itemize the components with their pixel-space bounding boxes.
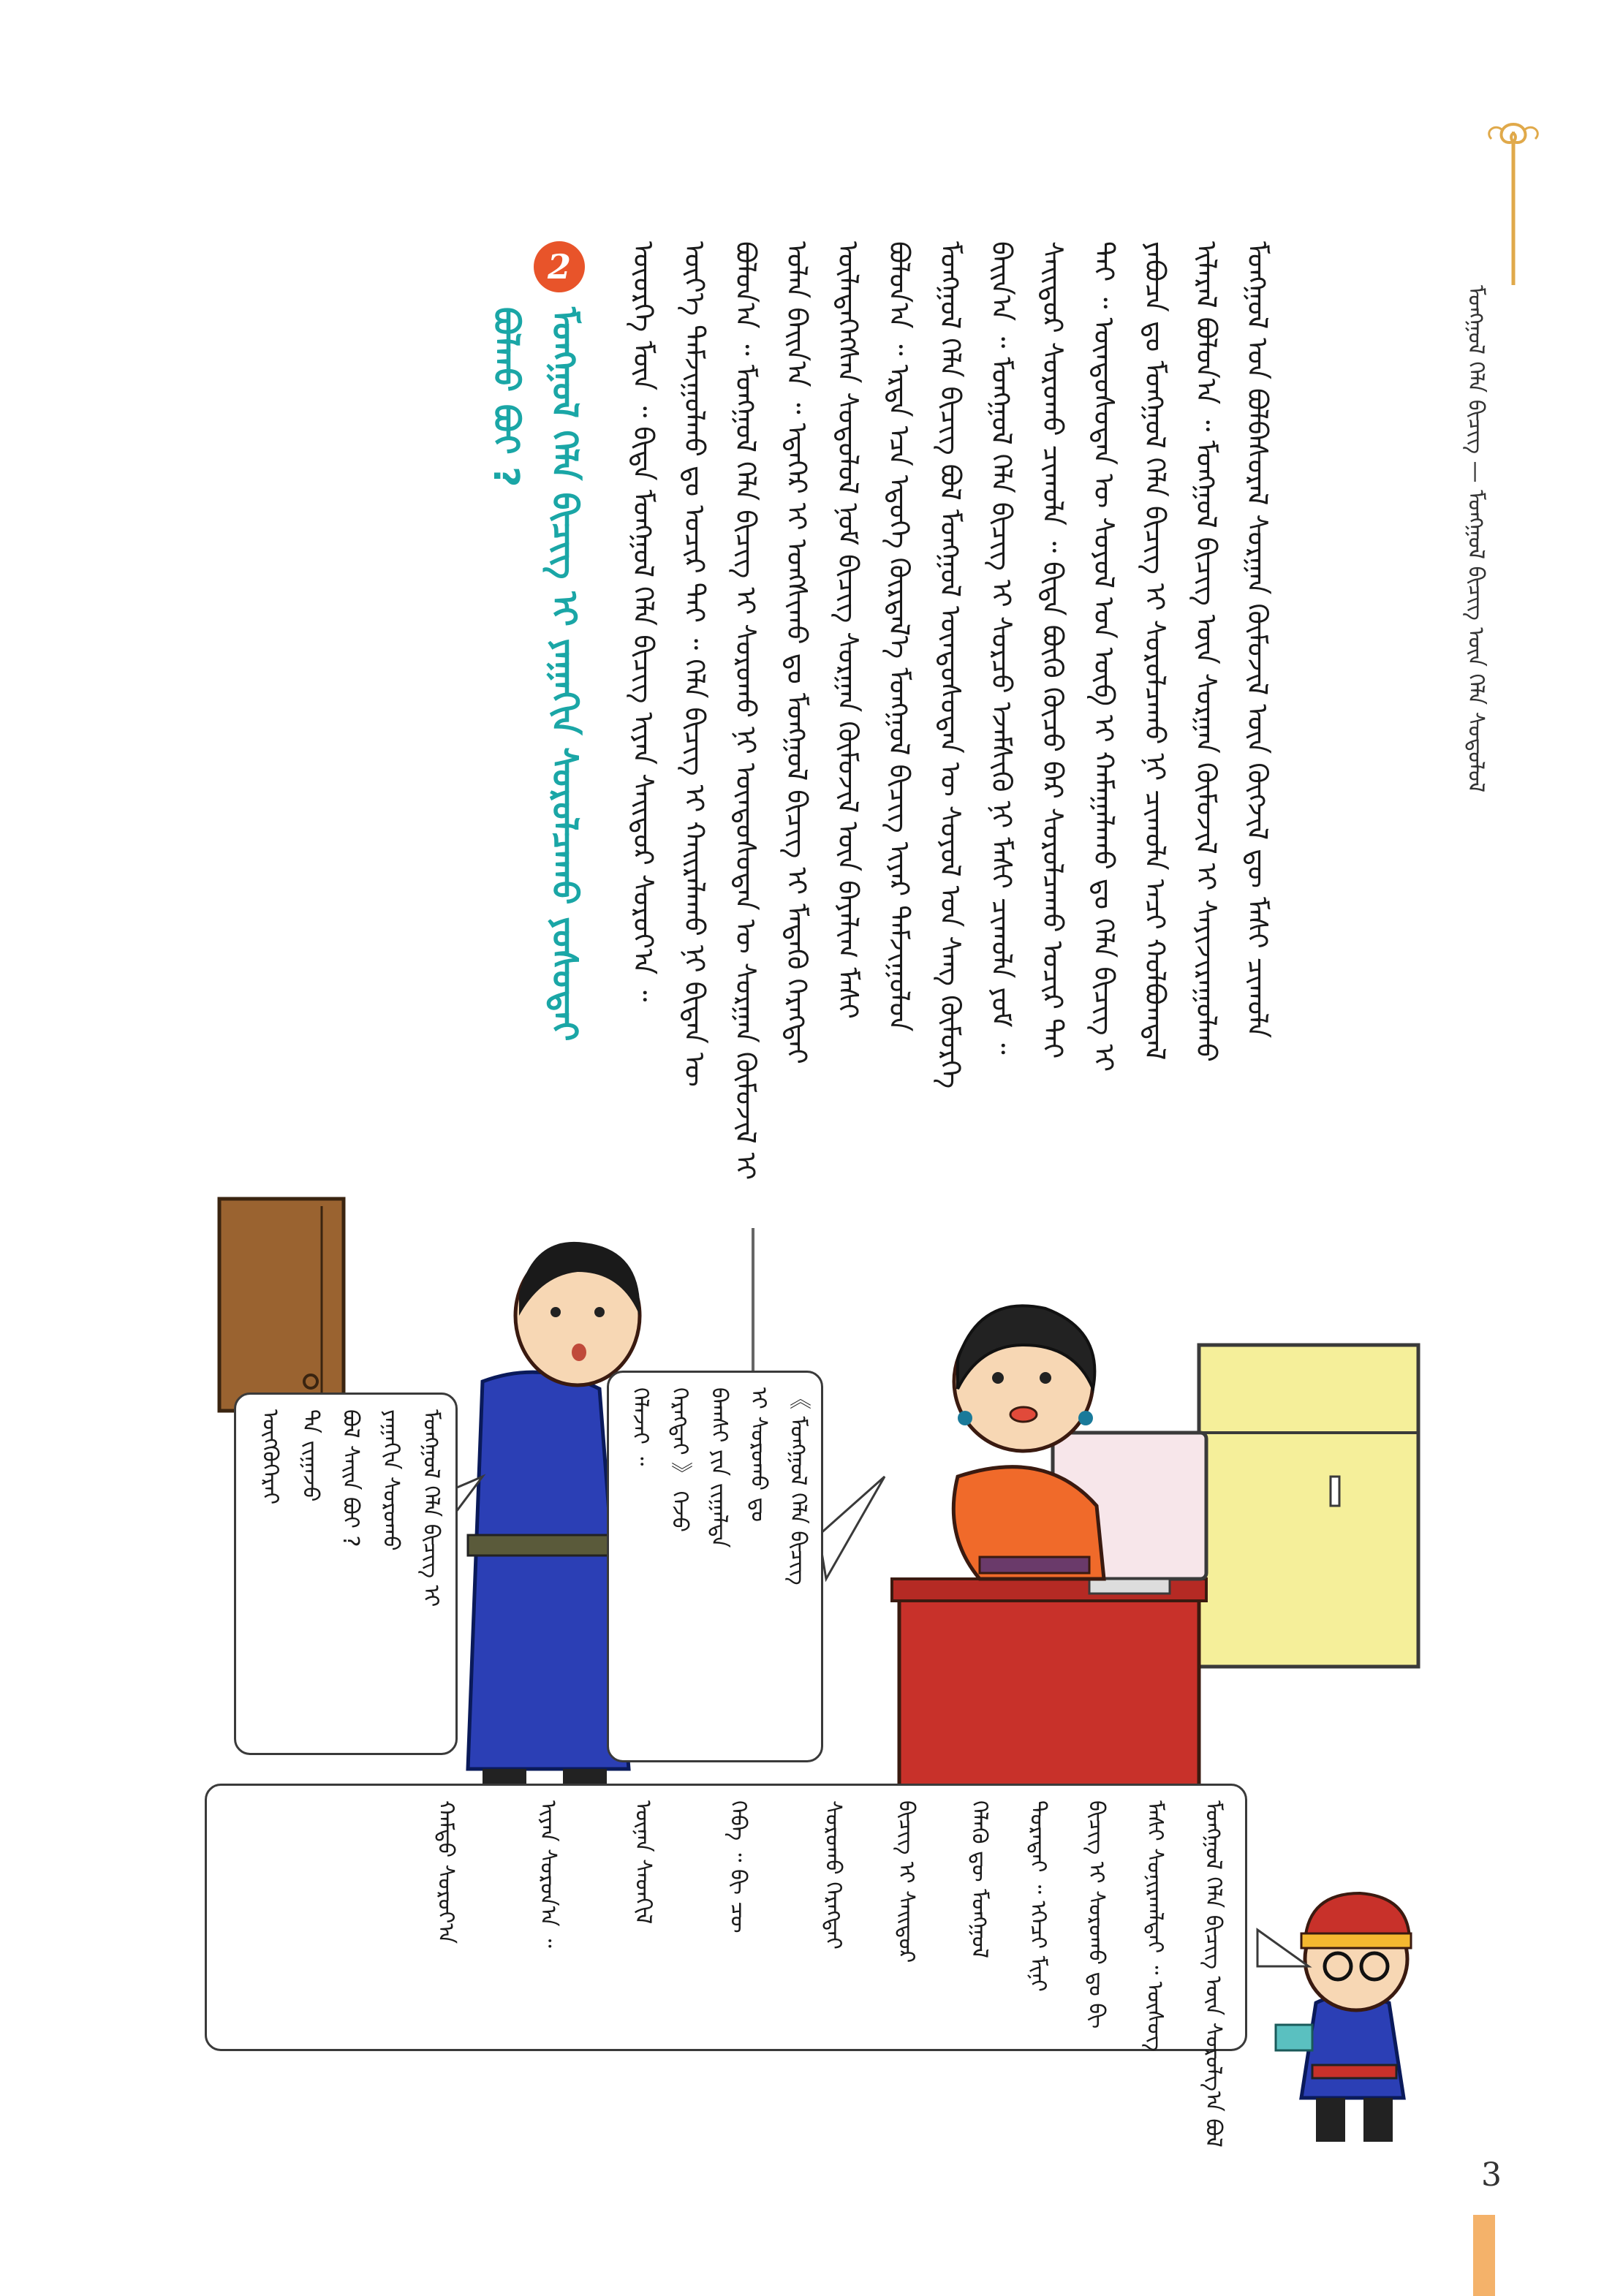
man-bubble-line-4: ᠲᠠ ᠵᠢᠭᠠᠵᠦ	[298, 1409, 323, 1502]
boy-bubble-line-2: ᠮᠠᠰᠢ ᠰᠣᠨᠢᠷᠬᠠᠯᠲᠠᠢ ᠃ ᠦᠰᠦᠭ	[1142, 1800, 1168, 2052]
boy-bubble-line-11: ᠬᠠᠮᠲᠤ ᠰᠤᠷᠤᠶ᠎ᠠ	[433, 1800, 458, 1944]
boy-bubble-line-1: ᠮᠣᠩᠭᠣᠯ ᠬᠡᠯᠡ ᠪᠢᠴᠢᠭ᠌ ᠦᠨ ᠰᠤᠷᠤᠯᠭ᠎ᠠ ᠪᠣᠯ	[1200, 1800, 1226, 2148]
body-column-12: ᠦᠶ᠎ᠡ ᠳᠠᠮᠵᠢᠭᠤᠯᠬᠤ ᠳᠤ ᠤᠴᠢᠷ ᠲᠠᠢ ᠃ ᠬᠡᠯᠡ ᠪᠢᠴᠢᠭ᠌ ᠢ ᠬᠠᠢᠷᠠᠯᠠᠬᠤ ᠨᠢ ᠪᠢᠳᠡᠨ ᠦ	[678, 241, 711, 1087]
running-title: ᠮᠣᠩᠭᠣᠯ ᠬᠡᠯᠡ ᠪᠢᠴᠢᠭ᠌ — ᠮᠣᠩᠭᠣᠯ ᠪᠢᠴᠢᠭ᠌ ᠦᠨ ᠬᠡᠯᠡ ᠰᠤᠳᠤᠯᠤᠯ	[1463, 285, 1488, 793]
page-number: 3	[1481, 2156, 1502, 2194]
header-ornament-icon	[1477, 110, 1550, 292]
door	[219, 1199, 344, 1411]
section-title-line-1: ᠮᠣᠩᠭᠣᠯ ᠬᠡᠯᠡ ᠪᠢᠴᠢᠭ᠌ ᠢ ᠶᠠᠭᠠᠬᠢᠨ ᠰᠤᠷᠤᠯᠴᠠᠬᠤ ᠶᠣᠰᠣᠲᠠᠢ	[544, 307, 585, 1042]
man-bubble-line-2: ᠶᠠᠭᠠᠬᠢᠨ ᠰᠤᠷᠤᠬᠤ	[378, 1409, 404, 1551]
body-column-9: ᠦᠯᠡᠳᠡᠭᠡᠭᠰᠡᠨ ᠰᠤᠳᠤᠯᠤᠯ ᠨᠣᠮ ᠪᠢᠴᠢᠭ᠌ ᠰᠤᠷᠭᠠᠨ ᠬᠦᠮᠦᠵᠢᠯ ᠦᠨ ᠪᠠᠶᠠᠯᠢᠭ ᠮᠠᠰᠢ	[832, 241, 864, 1019]
woman-speech-bubble	[607, 1371, 823, 1762]
body-column-11: ᠪᠣᠯᠤᠨ᠎ᠠ ᠃ ᠮᠣᠩᠭᠣᠯ ᠬᠡᠯᠡ ᠪᠢᠴᠢᠭ᠌ ᠢ ᠰᠤᠷᠤᠬᠤ ᠨᠢ ᠦᠨᠳᠦᠰᠦᠲᠡᠨ ᠦ ᠰᠤᠷᠭᠠᠨ ᠬᠦᠮᠦᠵᠢᠯ ᠢ	[730, 241, 762, 1181]
boy-bubble-line-9: ᠦᠨᠡᠨ ᠰᠡᠳᠬᠢᠯ	[630, 1800, 656, 1925]
section-badge: 2	[534, 241, 585, 292]
body-column-10: ᠤᠯᠠᠨ ᠪᠠᠢᠨ᠎ᠠ ᠃ ᠡᠳᠡᠭᠡᠷ ᠢ ᠤᠩᠰᠢᠬᠤ ᠳᠤ ᠮᠣᠩᠭᠣᠯ ᠪᠢᠴᠢᠭ᠌ ᠢ ᠮᠡᠳᠡᠬᠦ ᠬᠡᠷᠡᠭᠲᠡᠢ	[781, 241, 813, 1064]
body-column-1: ᠮᠣᠩᠭᠣᠯ ᠤᠨ ᠪᠣᠯᠪᠠᠰᠤᠷᠠᠯ ᠰᠤᠷᠭᠠᠨ ᠬᠦᠮᠦᠵᠢᠯ ᠦᠨ ᠬᠥᠭᠵᠢᠯ ᠳᠦ ᠮᠠᠰᠢ ᠴᠢᠬᠤᠯᠠ	[1241, 241, 1274, 1039]
body-column-3: ᠶᠠᠪᠤᠴᠠ ᠳᠤ ᠮᠣᠩᠭᠣᠯ ᠬᠡᠯᠡ ᠪᠢᠴᠢᠭ᠌ ᠢ ᠰᠤᠷᠤᠯᠴᠠᠬᠤ ᠨᠢ ᠴᠢᠬᠤᠯᠠ ᠠᠴᠢ ᠬᠣᠯᠪᠣᠭᠳᠠᠯ	[1139, 241, 1171, 1061]
body-column-7: ᠮᠣᠩᠭᠣᠯ ᠬᠡᠯᠡ ᠪᠢᠴᠢᠭ᠌ ᠪᠣᠯ ᠮᠣᠩᠭᠣᠯ ᠦᠨᠳᠦᠰᠦᠲᠡᠨ ᠦ ᠰᠣᠶᠣᠯ ᠤᠨ ᠰᠠᠩ ᠬᠥᠮᠦᠷᠭᠡ	[934, 241, 966, 1089]
page-tab	[1473, 2215, 1495, 2296]
man-speech-bubble	[234, 1393, 458, 1755]
section-title-line-2: ᠪᠣᠯᠬᠣ ᠪᠤᠢ ?	[485, 307, 526, 488]
woman-bubble-line-2: ᠢ ᠰᠤᠷᠤᠬᠤ ᠳᠤ	[746, 1387, 771, 1522]
woman-bubble-line-1: 《 ᠮᠣᠩᠭᠣᠯ ᠬᠡᠯᠡ ᠪᠢᠴᠢᠭ᠌	[785, 1387, 811, 1585]
boy-bubble-line-10: ᠢᠶᠡᠨ ᠰᠤᠷᠤᠨ᠎ᠠ ᠃	[535, 1800, 561, 1948]
body-column-4: ᠲᠠᠢ ᠃ ᠦᠨᠳᠦᠰᠦᠲᠡᠨ ᠦ ᠰᠣᠶᠣᠯ ᠤᠨ ᠥᠪ ᠢ ᠬᠠᠮᠠᠭᠠᠯᠠᠬᠤ ᠳᠤ ᠬᠡᠯᠡ ᠪᠢᠴᠢᠭ᠌ ᠢ	[1088, 241, 1120, 1072]
boy-bubble-line-8: ᠭᠡᠪᠡ ᠃ ᠪᠢ ᠴᠦ	[725, 1800, 751, 1933]
body-column-13: ᠦᠦᠷᠭᠡ ᠮᠥᠨ ᠃ ᠪᠢᠳᠡ ᠮᠣᠩᠭᠣᠯ ᠬᠡᠯᠡ ᠪᠢᠴᠢᠭ᠌ ᠢᠶᠡᠨ ᠰᠠᠢᠲᠤᠷ ᠰᠤᠷᠤᠶ᠎ᠠ ᠃	[627, 241, 659, 1002]
man-bubble-line-5: ᠥᠭᠭᠦᠭᠡᠷᠡᠢ	[257, 1409, 283, 1505]
boy-bubble-line-4: ᠳᠤᠷᠠᠲᠠᠢ ᠃ ᠡᠭᠡᠴᠢ ᠮᠢᠨᠢ	[1025, 1800, 1051, 1992]
boy-bubble-line-5: ᠬᠡᠯᠡᠬᠦ ᠳᠦ ᠮᠣᠩᠭᠣᠯ	[966, 1800, 992, 1958]
boy-speech-bubble	[205, 1784, 1247, 2148]
body-column-5: ᠰᠠᠢᠲᠤᠷ ᠰᠤᠷᠤᠬᠤ ᠴᠢᠬᠤᠯᠠ ᠃ ᠪᠢᠳᠡ ᠪᠦᠬᠦ ᠬᠦᠴᠦ ᠪᠡᠷ ᠰᠤᠷᠤᠯᠴᠠᠬᠤ ᠤᠴᠢᠷ ᠲᠠᠢ	[1037, 241, 1069, 1059]
boy-figure	[1276, 1893, 1411, 2142]
cabinet	[1199, 1345, 1418, 1667]
boy-bubble-line-3: ᠪᠢᠴᠢᠭ᠌ ᠢ ᠰᠤᠷᠤᠬᠤ ᠳᠤ ᠪᠢ	[1083, 1800, 1109, 2029]
man-bubble-line-3: ᠪᠣᠯ ᠰᠠᠢᠨ ᠪᠤᠢ ?	[338, 1409, 363, 1547]
body-column-2: ᠢᠯᠡᠷᠡᠯ ᠪᠣᠯᠤᠨ᠎ᠠ ᠃ ᠮᠣᠩᠭᠣᠯ ᠪᠢᠴᠢᠭ᠌ ᠦᠨ ᠰᠤᠷᠭᠠᠨ ᠬᠦᠮᠦᠵᠢᠯ ᠢ ᠰᠠᠶᠢᠵᠢᠷᠠᠭᠤᠯᠬᠤ	[1190, 241, 1222, 1062]
boy-bubble-line-6: ᠪᠢᠴᠢᠭ᠌ ᠢ ᠰᠠᠢᠲᠤᠷ	[893, 1800, 919, 1963]
woman-bubble-line-5: ᠬᠡᠯᠡᠵᠡᠢ ᠃	[627, 1387, 653, 1466]
body-column-8: ᠪᠣᠯᠤᠨ᠎ᠠ ᠃ ᠡᠷᠲᠡ ᠡᠴᠡ ᠡᠳᠦᠭᠡ ᠬᠦᠷᠲᠡᠯ᠎ᠡ ᠮᠣᠩᠭᠣᠯ ᠪᠢᠴᠢᠭ᠌ ᠢᠶᠡᠷ ᠳᠠᠮᠵᠢᠭᠤᠯᠤᠨ	[883, 241, 915, 1032]
body-column-6: ᠪᠠᠢᠨ᠎ᠠ ᠃ ᠮᠣᠩᠭᠣᠯ ᠬᠡᠯᠡ ᠪᠢᠴᠢᠭ᠌ ᠢ ᠰᠤᠷᠴᠤ ᠡᠵᠡᠮᠰᠢᠬᠦ ᠨᠢ ᠮᠠᠰᠢ ᠴᠢᠬᠤᠯᠠ ᠶᠤᠮ ᠃	[985, 241, 1018, 1055]
boy-bubble-line-7: ᠰᠤᠷᠤᠬᠤ ᠬᠡᠷᠡᠭᠲᠡᠢ	[820, 1800, 846, 1950]
woman-bubble-line-4: ᠬᠡᠷᠡᠭᠲᠡᠢ 》 ᠭᠡᠵᠦ	[667, 1387, 692, 1533]
man-bubble-line-1: ᠮᠣᠩᠭᠣᠯ ᠬᠡᠯᠡ ᠪᠢᠴᠢᠭ᠌ ᠢ	[418, 1409, 444, 1607]
woman-bubble-line-3: ᠪᠠᠭᠰᠢ ᠶᠢᠨ ᠵᠢᠭᠠᠯᠲᠠ	[706, 1387, 732, 1548]
